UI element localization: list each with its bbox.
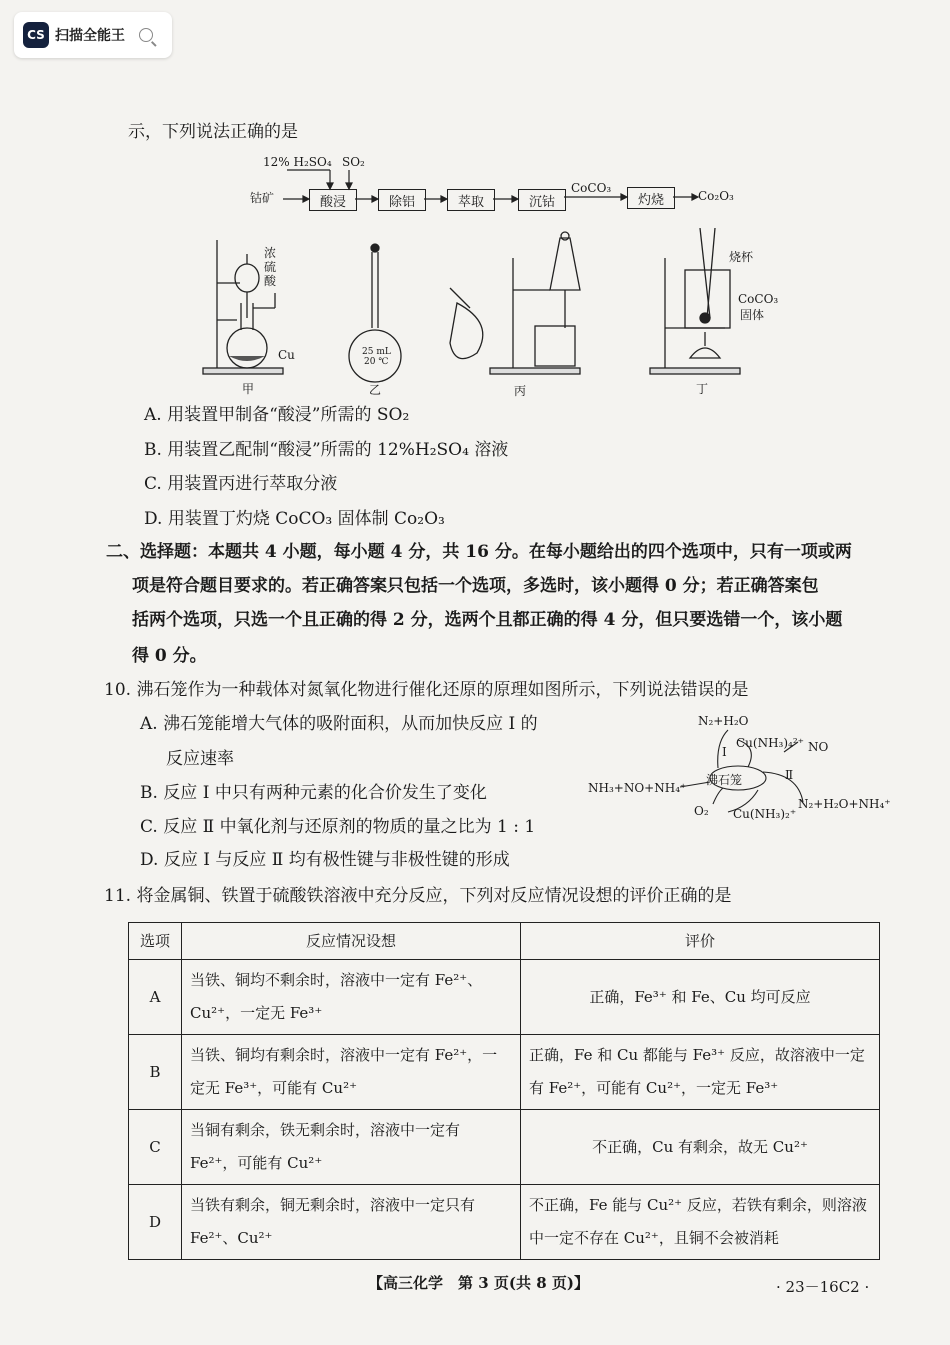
label-cu: Cu xyxy=(278,348,295,362)
q10-option-c: C. 反应 Ⅱ 中氧化剂与还原剂的物质的量之比为 1 : 1 xyxy=(140,817,536,837)
row-a-eval: 正确，Fe³⁺ 和 Fe、Cu 均可反应 xyxy=(521,960,880,1035)
table-row xyxy=(129,1035,880,1110)
cycle-top-product: N₂+H₂O xyxy=(698,714,749,728)
lab-apparatus-figure xyxy=(195,228,755,400)
label-coco3: CoCO₃ xyxy=(738,292,779,306)
label-flask-temp: 20 ℃ xyxy=(364,357,389,367)
cycle-cu-nh3-2: Cu(NH₃)₂⁺ xyxy=(733,807,797,821)
row-d-option: D xyxy=(129,1185,182,1260)
q10-option-d: D. 反应 Ⅰ 与反应 Ⅱ 均有极性键与非极性键的形成 xyxy=(140,850,510,870)
q9-option-b: B. 用装置乙配制“酸浸”所需的 12%H₂SO₄ 溶液 xyxy=(144,440,509,460)
label-ding: 丁 xyxy=(696,382,709,396)
row-c-eval: 不正确，Cu 有剩余，故无 Cu²⁺ xyxy=(521,1110,880,1185)
section2-line-2: 项是符合题目要求的。若正确答案只包括一个选项，多选时，该小题得 0 分；若正确答案包 xyxy=(132,576,819,596)
row-c-option: C xyxy=(129,1110,182,1185)
row-c-case: 当铜有剩余，铁无剩余时，溶液中一定有 Fe²⁺，可能有 Cu²⁺ xyxy=(182,1110,521,1185)
cycle-left-reactants: NH₃+NO+NH₄⁺ xyxy=(588,781,687,795)
q10-option-b: B. 反应 Ⅰ 中只有两种元素的化合价发生了变化 xyxy=(140,783,487,803)
q11-stem: 11. 将金属铜、铁置于硫酸铁溶液中充分反应，下列对反应情况设想的评价正确的是 xyxy=(104,886,732,906)
flow-step-1: 酸浸 xyxy=(309,189,357,211)
flow-step-3: 萃取 xyxy=(447,189,495,211)
cycle-cu-nh3-4: Cu(NH₃)₄²⁺ xyxy=(736,736,805,750)
flow-step-2: 除铝 xyxy=(378,189,426,211)
row-a-option: A xyxy=(129,960,182,1035)
label-beaker: 烧杯 xyxy=(729,250,754,264)
cycle-reaction-2: Ⅱ xyxy=(785,768,794,782)
q10-option-a: A. 沸石笼能增大气体的吸附面积，从而加快反应 Ⅰ 的 xyxy=(140,714,538,734)
flow-step-label: CoCO₃ xyxy=(571,181,612,195)
row-b-option: B xyxy=(129,1035,182,1110)
section2-line-1: 二、选择题：本题共 4 小题，每小题 4 分，共 16 分。在每小题给出的四个选项中，只有一项或两 xyxy=(106,542,852,562)
row-b-case: 当铁、铜均有剩余时，溶液中一定有 Fe²⁺，一定无 Fe³⁺，可能有 Cu²⁺ xyxy=(182,1035,521,1110)
q9-option-d: D. 用装置丁灼烧 CoCO₃ 固体制 Co₂O₃ xyxy=(144,509,445,529)
cycle-no: NO xyxy=(808,740,829,754)
section2-line-3: 括两个选项，只选一个且正确的得 2 分，选两个且都正确的得 4 分，但只要选错一个，该小题 xyxy=(132,610,843,630)
label-jia: 甲 xyxy=(242,382,255,396)
cycle-reaction-1: Ⅰ xyxy=(722,745,727,759)
q9-option-c: C. 用装置丙进行萃取分液 xyxy=(144,474,338,494)
flow-end: Co₂O₃ xyxy=(698,189,734,203)
question-intro: 示，下列说法正确的是 xyxy=(128,122,298,142)
row-d-case: 当铁有剩余，铜无剩余时，溶液中一定只有 Fe²⁺、Cu²⁺ xyxy=(182,1185,521,1260)
q10-stem: 10. 沸石笼作为一种载体对氮氧化物进行催化还原的原理如图所示，下列说法错误的是 xyxy=(104,680,749,700)
section2-line-4: 得 0 分。 xyxy=(132,646,207,666)
flow-step-4: 沉钴 xyxy=(518,189,566,211)
table-row xyxy=(129,960,880,1035)
app-name: 扫描全能王 xyxy=(55,28,125,44)
row-a-case: 当铁、铜均不剩余时，溶液中一定有 Fe²⁺、Cu²⁺，一定无 Fe³⁺ xyxy=(182,960,521,1035)
q11-table xyxy=(128,922,880,1260)
header-eval: 评价 xyxy=(521,923,880,960)
label-conc-acid: 浓硫酸 xyxy=(264,246,277,288)
label-bing: 丙 xyxy=(514,384,527,398)
cycle-o2: O₂ xyxy=(694,804,709,818)
cycle-right-products: N₂+H₂O+NH₄⁺ xyxy=(798,797,891,811)
label-solid: 固体 xyxy=(740,308,765,322)
table-row xyxy=(129,1185,880,1260)
flow-start: 钴矿 xyxy=(250,191,275,205)
q10-option-a-cont: 反应速率 xyxy=(166,749,234,769)
flow-arrows xyxy=(0,0,950,230)
page-footer: 【高三化学 第 3 页(共 8 页)】 xyxy=(368,1274,589,1292)
label-yi: 乙 xyxy=(369,383,382,397)
header-case: 反应情况设想 xyxy=(182,923,521,960)
row-d-eval: 不正确，Fe 能与 Cu²⁺ 反应，若铁有剩余，则溶液中一定不存在 Cu²⁺，且铜不会被消耗 xyxy=(521,1185,880,1260)
table-row xyxy=(129,1110,880,1185)
row-b-eval: 正确，Fe 和 Cu 都能与 Fe³⁺ 反应，故溶液中一定有 Fe²⁺，可能有 Cu²⁺，一定无 Fe³⁺ xyxy=(521,1035,880,1110)
cs-logo: CS xyxy=(23,22,49,48)
apparatus-ding xyxy=(650,228,740,374)
label-flask-vol: 25 mL xyxy=(362,347,391,357)
q9-option-a: A. 用装置甲制备“酸浸”所需的 SO₂ xyxy=(144,405,410,425)
flow-input-so2: SO₂ xyxy=(342,155,365,169)
page-code: · 23－16C2 · xyxy=(776,1278,870,1296)
flow-step-5: 灼烧 xyxy=(627,187,675,209)
header-option: 选项 xyxy=(129,923,182,960)
cycle-center-zeolite: 沸石笼 xyxy=(706,773,743,787)
flow-input-acid: 12% H₂SO₄ xyxy=(263,155,332,169)
table-header-row xyxy=(129,923,880,960)
apparatus-bing xyxy=(450,232,580,374)
